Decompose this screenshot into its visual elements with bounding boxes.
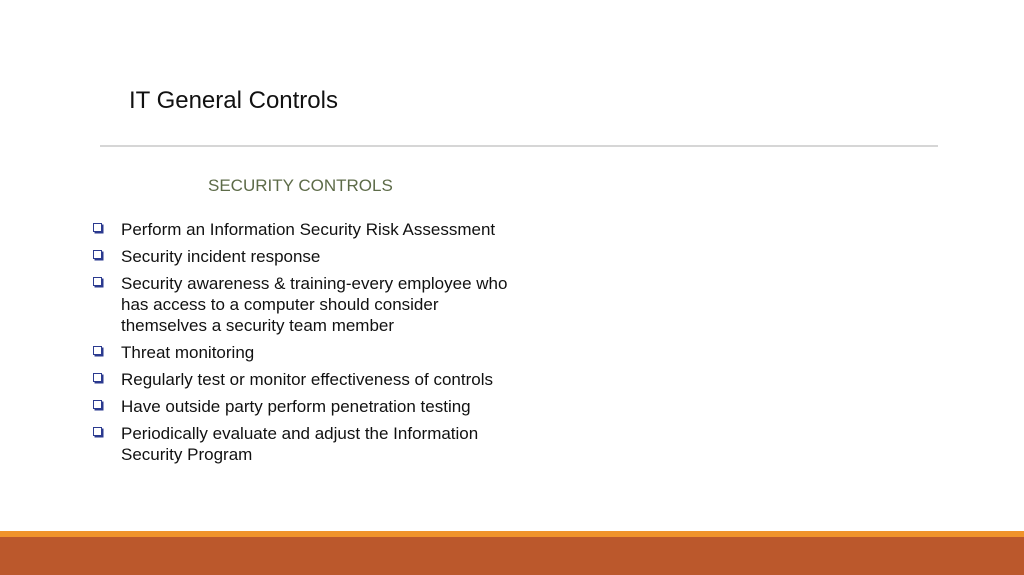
square-bullet-icon bbox=[93, 373, 102, 382]
bullet-text: Periodically evaluate and adjust the Information Security Program bbox=[121, 424, 479, 464]
slide-title: IT General Controls bbox=[129, 87, 338, 114]
bullet-item bbox=[92, 423, 512, 465]
square-bullet-icon bbox=[93, 346, 102, 355]
bullet-text: Have outside party perform penetration testing bbox=[121, 397, 471, 416]
square-bullet-icon bbox=[93, 277, 102, 286]
title-divider bbox=[100, 145, 938, 147]
bullet-item bbox=[92, 219, 512, 240]
square-bullet-icon bbox=[93, 223, 102, 232]
bullet-list bbox=[92, 219, 512, 471]
bullet-text: Regularly test or monitor effectiveness of controls bbox=[121, 370, 493, 389]
footer-bar bbox=[0, 537, 1024, 575]
bullet-item bbox=[92, 342, 512, 363]
square-bullet-icon bbox=[93, 250, 102, 259]
bullet-item bbox=[92, 396, 512, 417]
square-bullet-icon bbox=[93, 427, 102, 436]
bullet-text: Security incident response bbox=[121, 247, 321, 266]
bullet-item bbox=[92, 369, 512, 390]
bullet-item bbox=[92, 273, 512, 336]
bullet-item bbox=[92, 246, 512, 267]
bullet-text: Threat monitoring bbox=[121, 343, 255, 362]
section-subtitle: SECURITY CONTROLS bbox=[208, 176, 393, 195]
square-bullet-icon bbox=[93, 400, 102, 409]
bullet-text: Perform an Information Security Risk Assessment bbox=[121, 220, 496, 239]
bullet-text: Security awareness & training-every employee who has access to a computer should consider themselves a security team member bbox=[121, 274, 508, 335]
